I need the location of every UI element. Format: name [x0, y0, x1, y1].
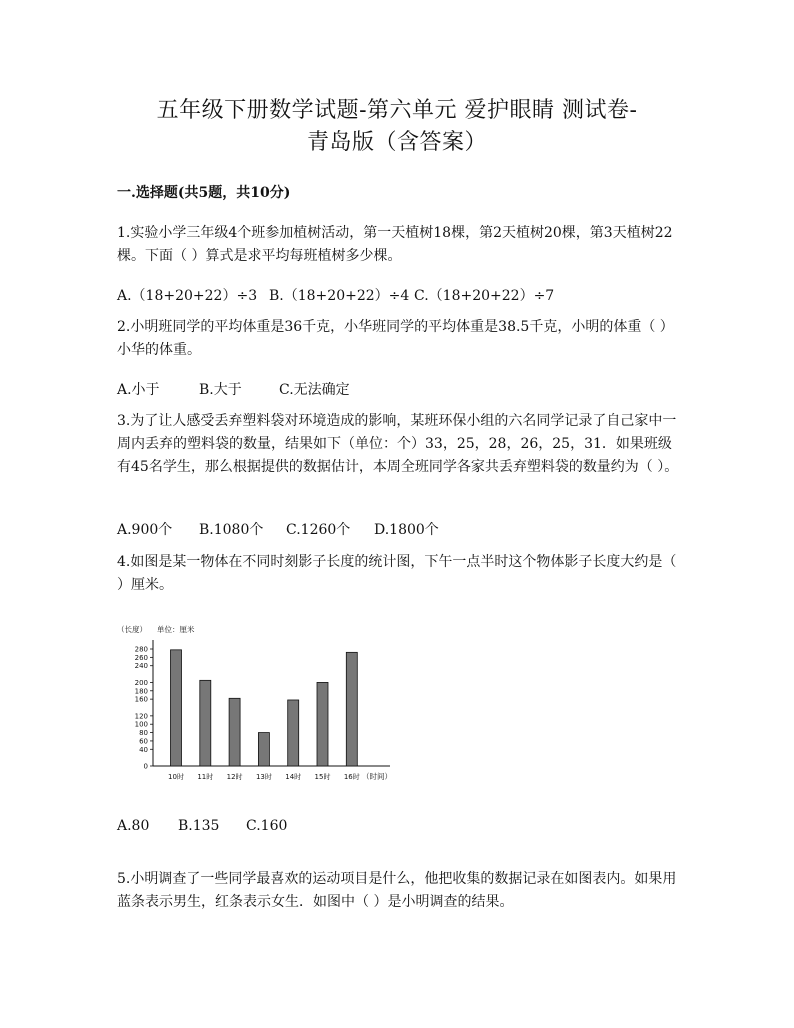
option-b: B.135: [178, 818, 220, 834]
x-tick-label: 14时: [285, 773, 302, 781]
bar-16时: [346, 652, 357, 766]
y-axis-label: （长度）: [117, 625, 147, 634]
option-c: C.无法确定: [279, 382, 350, 398]
y-tick-label: 280: [134, 645, 148, 654]
page-title-line2: 青岛版（含答案）: [306, 130, 487, 155]
option-a: A.（18+20+22）÷3: [117, 288, 258, 304]
y-tick-label: 60: [139, 737, 148, 746]
y-tick-label: 240: [134, 662, 148, 671]
x-tick-label: 13时: [255, 773, 272, 781]
question-1-options: [117, 285, 554, 305]
bar-14时: [288, 700, 299, 766]
y-tick-label: 200: [134, 678, 148, 687]
y-tick-label: 120: [134, 712, 148, 721]
question-3-options: [117, 519, 439, 539]
y-tick-label: 160: [134, 695, 148, 704]
page-title-line1: 五年级下册数学试题-第六单元 爱护眼睛 测试卷-: [156, 98, 638, 123]
chart-bars: [171, 650, 358, 766]
bar-13时: [258, 733, 269, 766]
question-4-text: 4.如图是某一物体在不同时刻影子长度的统计图，下午一点半时这个物体影子长度大约是（ ）厘米。: [117, 554, 677, 593]
x-tick-label: 11时: [197, 773, 214, 781]
x-tick-label: 10时: [168, 773, 184, 781]
unit-label: 单位：厘米: [157, 625, 195, 634]
question-1-text: 1.实验小学三年级4个班参加植树活动，第一天植树18棵，第2天植树20棵，第3天植树22棵。下面（ ）算式是求平均每班植树多少棵。: [117, 225, 673, 264]
option-b: B.1080个: [199, 522, 264, 538]
option-a: A.900个: [117, 522, 173, 538]
shadow-length-bar-chart: [115, 618, 405, 784]
y-tick-label: 260: [134, 653, 148, 662]
bar-15时: [317, 682, 328, 766]
x-tick-label: 12时: [226, 773, 243, 781]
option-c: C.（18+20+22）÷7: [414, 288, 555, 304]
question-5-text: 5.小明调查了一些同学最喜欢的运动项目是什么，他把收集的数据记录在如图表内。如果用蓝条表示男生，红条表示女生．如图中（ ）是小明调查的结果。: [117, 871, 677, 910]
option-b: B.（18+20+22）÷4: [269, 288, 410, 304]
section-heading: 一.选择题(共5题，共10分): [117, 185, 291, 201]
y-tick-label: 0: [143, 762, 148, 771]
question-4-options: [117, 818, 287, 834]
y-tick-label: 100: [134, 720, 148, 729]
option-d: D.1800个: [374, 522, 439, 538]
y-tick-label: 40: [139, 745, 148, 754]
option-c: C.160: [246, 818, 288, 834]
bar-10时: [171, 650, 182, 766]
bar-11时: [200, 680, 211, 766]
x-tick-labels: [168, 772, 360, 781]
option-a: A.小于: [117, 382, 160, 398]
x-axis-label: （时间）: [362, 772, 392, 781]
y-tick-labels: [135, 646, 153, 771]
question-3-text: 3.为了让人感受丢弃塑料袋对环境造成的影响，某班环保小组的六名同学记录了自己家中一周内丢弃的塑料袋的数量，结果如下（单位：个）33，25，28，26，25，31．如果班级有45名学生，那么根据提供的数据估计，本周全班同学各家共丢弃塑料袋的数量约为（ ）。: [117, 413, 679, 475]
y-tick-label: 180: [134, 687, 148, 696]
option-a: A.80: [117, 818, 150, 834]
question-2-text: 2.小明班同学的平均体重是36千克，小华班同学的平均体重是38.5千克，小明的体重（ ）小华的体重。: [117, 319, 674, 358]
x-tick-label: 15时: [314, 773, 331, 781]
option-b: B.大于: [199, 382, 242, 398]
bar-12时: [229, 698, 240, 766]
y-tick-label: 80: [139, 729, 148, 738]
x-tick-label: 16时: [343, 773, 360, 781]
question-2-options: [117, 379, 350, 399]
option-c: C.1260个: [286, 522, 351, 538]
